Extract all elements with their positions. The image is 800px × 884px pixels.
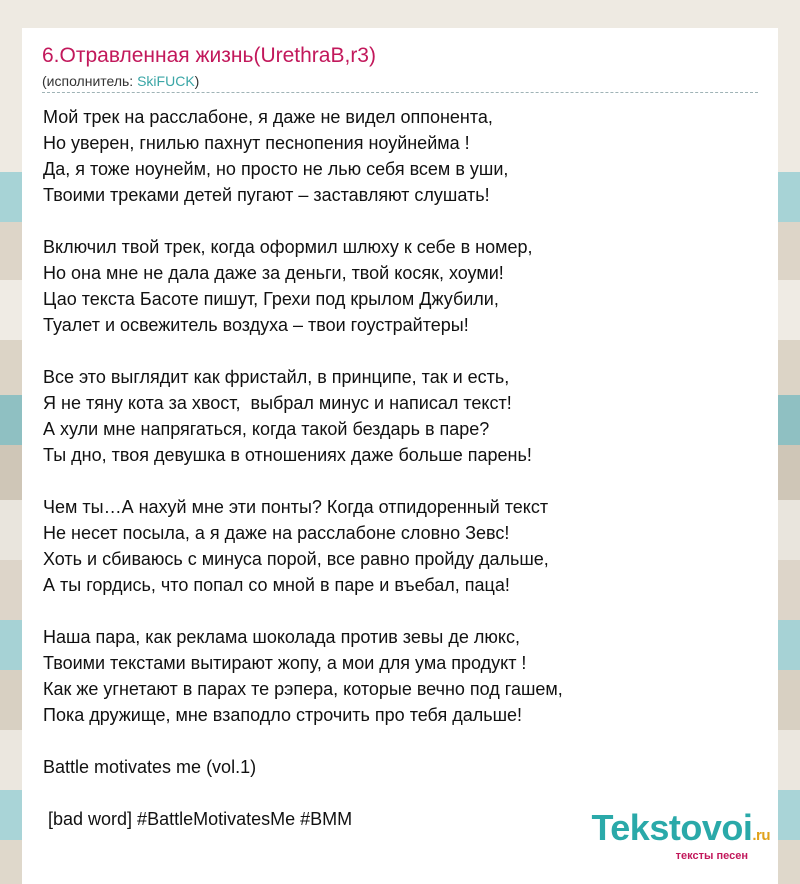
lyric-line (43, 338, 763, 364)
lyric-line: А хули мне напрягаться, когда такой бездарь в паре? (43, 419, 490, 439)
lyric-line (43, 728, 763, 754)
performer-line (42, 73, 199, 89)
logo-name: Tekstovoi (591, 807, 753, 848)
artist-link[interactable]: SkiFUCK (137, 73, 195, 89)
lyrics-text (43, 104, 763, 832)
lyric-line: Твоими текстами вытирают жопу, а мои для ума продукт ! (43, 653, 527, 673)
lyric-line (43, 208, 763, 234)
lyric-line: Цао текста Басоте пишут, Грехи под крылом Джубили, (43, 289, 499, 309)
performer-suffix: ) (194, 73, 200, 89)
lyric-line: Пока дружище, мне взаподло строчить про тебя дальше! (43, 705, 523, 725)
logo-tagline: тексты песен (675, 850, 748, 862)
lyric-line (43, 468, 763, 494)
lyric-line: Мой трек на расслабоне, я даже не видел оппонента, (43, 107, 493, 127)
lyric-line: Наша пара, как реклама шоколада против зевы де люкс, (43, 627, 520, 647)
site-logo[interactable] (591, 807, 770, 862)
lyric-line: Я не тяну кота за хвост, выбрал минус и написал текст! (43, 393, 512, 413)
lyric-line: Battle motivates me (vol.1) (43, 757, 257, 777)
lyric-line: Чем ты…А нахуй мне эти понты? Когда отпидоренный текст (43, 497, 549, 517)
lyric-line: Как же угнетают в парах те рэпера, которые вечно под гашем, (43, 679, 563, 699)
lyric-line: Не несет посыла, а я даже на расслабоне словно Зевс! (43, 523, 510, 543)
title-divider (42, 92, 758, 93)
lyric-line: Туалет и освежитель воздуха – твои гоустрайтеры! (43, 315, 469, 335)
lyric-line: Ты дно, твоя девушка в отношениях даже больше парень! (43, 445, 532, 465)
lyric-line: Все это выглядит как фристайл, в принципе, так и есть, (43, 367, 510, 387)
logo-wordmark (591, 807, 770, 854)
lyric-line (43, 598, 763, 624)
lyric-line: Твоими треками детей пугают – заставляют слушать! (43, 185, 490, 205)
logo-tld: .ru (752, 827, 770, 844)
lyric-line: Но она мне не дала даже за деньги, твой косяк, хоуми! (43, 263, 504, 283)
lyric-line: Но уверен, гнилью пахнут песнопения ноуйнейма ! (43, 133, 470, 153)
lyric-line (43, 780, 763, 806)
lyric-line: Включил твой трек, когда оформил шлюху к себе в номер, (43, 237, 533, 257)
lyric-line: Да, я тоже ноунейм, но просто не лью себя всем в уши, (43, 159, 509, 179)
lyric-line: [bad word] #BattleMotivatesMe #BMM (43, 809, 353, 829)
lyric-line: А ты гордись, что попал со мной в паре и въебал, паца! (43, 575, 510, 595)
song-title: 6.Отравленная жизнь(UrethraB,r3) (42, 44, 376, 67)
lyric-line: Хоть и сбиваюсь с минуса порой, все равно пройду дальше, (43, 549, 549, 569)
performer-prefix: (исполнитель: (42, 73, 138, 89)
